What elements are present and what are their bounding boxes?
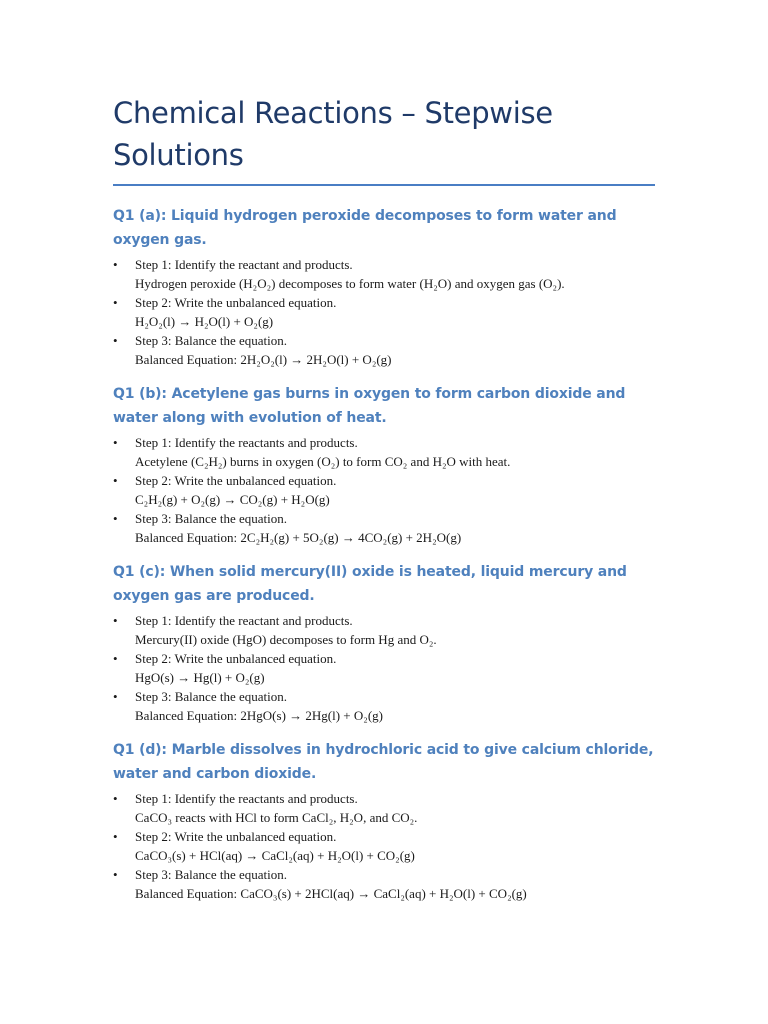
bullet-icon: • <box>113 435 118 450</box>
document-page <box>113 92 658 903</box>
step-label: Step 1: Identify the reactants and products. <box>135 435 358 450</box>
bullet-icon: • <box>113 791 118 806</box>
list-item <box>113 865 658 903</box>
step-detail: HgO(s) → Hg(l) + O₂(g) <box>135 670 265 685</box>
steps-list <box>113 611 658 725</box>
bullet-icon: • <box>113 867 118 882</box>
step-label: Step 3: Balance the equation. <box>135 867 287 882</box>
list-item <box>113 687 658 725</box>
step-label: Step 3: Balance the equation. <box>135 333 287 348</box>
step-detail: Hydrogen peroxide (H₂O₂) decomposes to form water (H₂O) and oxygen gas (O₂). <box>135 276 565 291</box>
list-item <box>113 471 658 509</box>
step-label: Step 1: Identify the reactant and products. <box>135 613 353 628</box>
step-detail: CaCO₃ reacts with HCl to form CaCl₂, H₂O, and CO₂. <box>135 810 418 825</box>
step-detail: Mercury(II) oxide (HgO) decomposes to form Hg and O₂. <box>135 632 437 647</box>
step-detail: C₂H₂(g) + O₂(g) → CO₂(g) + H₂O(g) <box>135 492 330 507</box>
list-item <box>113 433 658 471</box>
section-heading: Q1 (d): Marble dissolves in hydrochloric acid to give calcium chloride, water and carbon dioxide. <box>113 742 654 782</box>
section-q1d <box>113 739 658 903</box>
section-q1a <box>113 205 658 369</box>
title-line-2: Solutions <box>113 138 244 172</box>
list-item <box>113 255 658 293</box>
title-line-1: Chemical Reactions – Stepwise <box>113 96 553 130</box>
steps-list <box>113 789 658 903</box>
document-title <box>113 92 658 176</box>
step-label: Step 2: Write the unbalanced equation. <box>135 651 337 666</box>
steps-list <box>113 433 658 547</box>
step-detail: Balanced Equation: CaCO₃(s) + 2HCl(aq) → CaCl₂(aq) + H₂O(l) + CO₂(g) <box>135 886 527 901</box>
bullet-icon: • <box>113 333 118 348</box>
step-label: Step 1: Identify the reactants and products. <box>135 791 358 806</box>
step-label: Step 3: Balance the equation. <box>135 689 287 704</box>
step-detail: Acetylene (C₂H₂) burns in oxygen (O₂) to form CO₂ and H₂O with heat. <box>135 454 511 469</box>
section-heading: Q1 (b): Acetylene gas burns in oxygen to form carbon dioxide and water along with evolution of heat. <box>113 386 626 426</box>
step-detail: Balanced Equation: 2C₂H₂(g) + 5O₂(g) → 4CO₂(g) + 2H₂O(g) <box>135 530 462 545</box>
step-label: Step 2: Write the unbalanced equation. <box>135 829 337 844</box>
step-detail: Balanced Equation: 2HgO(s) → 2Hg(l) + O₂(g) <box>135 708 383 723</box>
section-heading: Q1 (a): Liquid hydrogen peroxide decomposes to form water and oxygen gas. <box>113 208 617 248</box>
step-detail: H₂O₂(l) → H₂O(l) + O₂(g) <box>135 314 274 329</box>
step-detail: Balanced Equation: 2H₂O₂(l) → 2H₂O(l) + O₂(g) <box>135 352 392 367</box>
list-item <box>113 293 658 331</box>
bullet-icon: • <box>113 295 118 310</box>
list-item <box>113 611 658 649</box>
bullet-icon: • <box>113 257 118 272</box>
bullet-icon: • <box>113 689 118 704</box>
title-underline <box>113 184 655 186</box>
step-label: Step 3: Balance the equation. <box>135 511 287 526</box>
section-heading: Q1 (c): When solid mercury(II) oxide is heated, liquid mercury and oxygen gas are produced. <box>113 564 627 604</box>
bullet-icon: • <box>113 651 118 666</box>
steps-list <box>113 255 658 369</box>
bullet-icon: • <box>113 613 118 628</box>
section-q1b <box>113 383 658 547</box>
list-item <box>113 509 658 547</box>
step-label: Step 1: Identify the reactant and products. <box>135 257 353 272</box>
bullet-icon: • <box>113 473 118 488</box>
step-detail: CaCO₃(s) + HCl(aq) → CaCl₂(aq) + H₂O(l) + CO₂(g) <box>135 848 415 863</box>
list-item <box>113 827 658 865</box>
list-item <box>113 331 658 369</box>
list-item <box>113 789 658 827</box>
step-label: Step 2: Write the unbalanced equation. <box>135 473 337 488</box>
step-label: Step 2: Write the unbalanced equation. <box>135 295 337 310</box>
bullet-icon: • <box>113 511 118 526</box>
list-item <box>113 649 658 687</box>
section-q1c <box>113 561 658 725</box>
bullet-icon: • <box>113 829 118 844</box>
